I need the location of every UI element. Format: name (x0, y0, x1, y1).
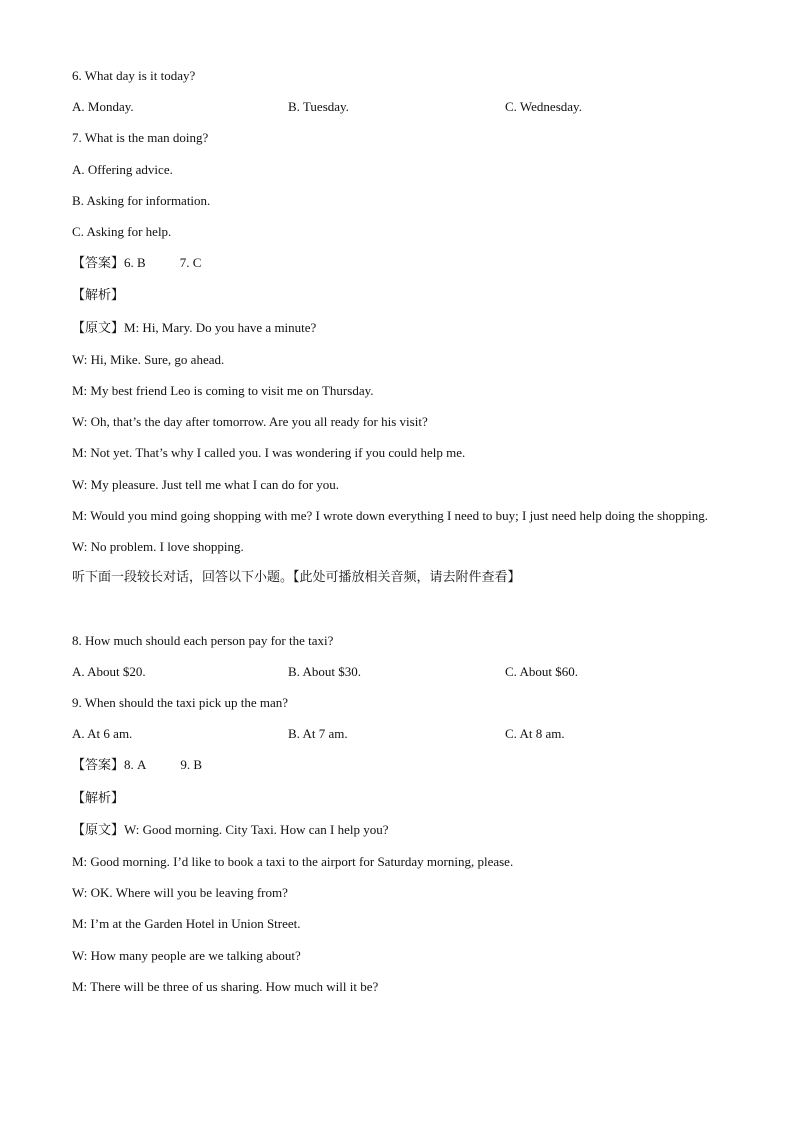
transcript-line (72, 312, 724, 344)
section-instruction: 听下面一段较长对话，回答以下小题。【此处可播放相关音频，请去附件查看】 (72, 570, 521, 586)
transcript-text: M: Hi, Mary. Do you have a minute? (124, 319, 317, 335)
transcript-line: M: Not yet. That’s why I called you. I was wondering if you could help me. (72, 445, 466, 461)
transcript-line: W: Oh, that’s the day after tomorrow. Are you all ready for his visit? (72, 414, 428, 430)
answer-tag: 【答案】 (72, 256, 125, 272)
option-a: A. Offering advice. (72, 161, 173, 177)
transcript-line: M: Good morning. I’d like to book a taxi to the airport for Saturday morning, please. (72, 854, 514, 870)
option-b: B. Tuesday. (288, 99, 349, 115)
transcript-text: W: Good morning. City Taxi. How can I help you? (124, 821, 389, 837)
analysis-tag: 【解析】 (72, 790, 125, 806)
answer-line (72, 749, 724, 781)
transcript-tag: 【原文】 (72, 822, 125, 838)
transcript-line (72, 814, 724, 846)
option-b: B. About $30. (288, 663, 361, 679)
transcript-line: W: No problem. I love shopping. (72, 539, 244, 555)
question-8: 8. How much should each person pay for the taxi? (72, 632, 334, 648)
transcript-line: W: Hi, Mike. Sure, go ahead. (72, 351, 225, 367)
transcript-line: W: How many people are we talking about? (72, 947, 301, 963)
transcript-tag: 【原文】 (72, 320, 125, 336)
option-c: C. At 8 am. (505, 726, 565, 742)
transcript-line: M: I’m at the Garden Hotel in Union Street. (72, 916, 301, 932)
option-b: B. Asking for information. (72, 192, 211, 208)
transcript-line: W: My pleasure. Just tell me what I can do for you. (72, 476, 340, 492)
answer-value: 7. C (179, 255, 202, 271)
question-9-options (72, 718, 724, 749)
answer-value: 8. A (124, 757, 147, 773)
option-c: C. Wednesday. (505, 99, 582, 115)
option-a: A. About $20. (72, 663, 146, 679)
answer-tag: 【答案】 (72, 758, 125, 774)
option-c: C. Asking for help. (72, 224, 172, 240)
question-7: 7. What is the man doing? (72, 130, 209, 146)
transcript-line: M: My best friend Leo is coming to visit me on Thursday. (72, 383, 374, 399)
question-8-options (72, 656, 724, 687)
document-page (72, 60, 724, 1002)
option-c: C. About $60. (505, 663, 578, 679)
answer-value: 6. B (124, 255, 146, 271)
option-a: A. At 6 am. (72, 726, 133, 742)
analysis-tag: 【解析】 (72, 288, 125, 304)
transcript-line: M: Would you mind going shopping with me? I wrote down everything I need to buy; I just need help doing the shopping. (72, 507, 708, 523)
transcript-line: W: OK. Where will you be leaving from? (72, 885, 288, 901)
analysis-line (72, 782, 724, 814)
question-6-options (72, 91, 724, 122)
option-b: B. At 7 am. (288, 726, 348, 742)
transcript-line: M: There will be three of us sharing. How much will it be? (72, 978, 379, 994)
question-6: 6. What day is it today? (72, 68, 196, 83)
answer-line (72, 247, 724, 279)
question-9: 9. When should the taxi pick up the man? (72, 695, 289, 711)
option-a: A. Monday. (72, 99, 134, 115)
answer-value: 9. B (180, 757, 203, 773)
analysis-line (72, 279, 724, 311)
